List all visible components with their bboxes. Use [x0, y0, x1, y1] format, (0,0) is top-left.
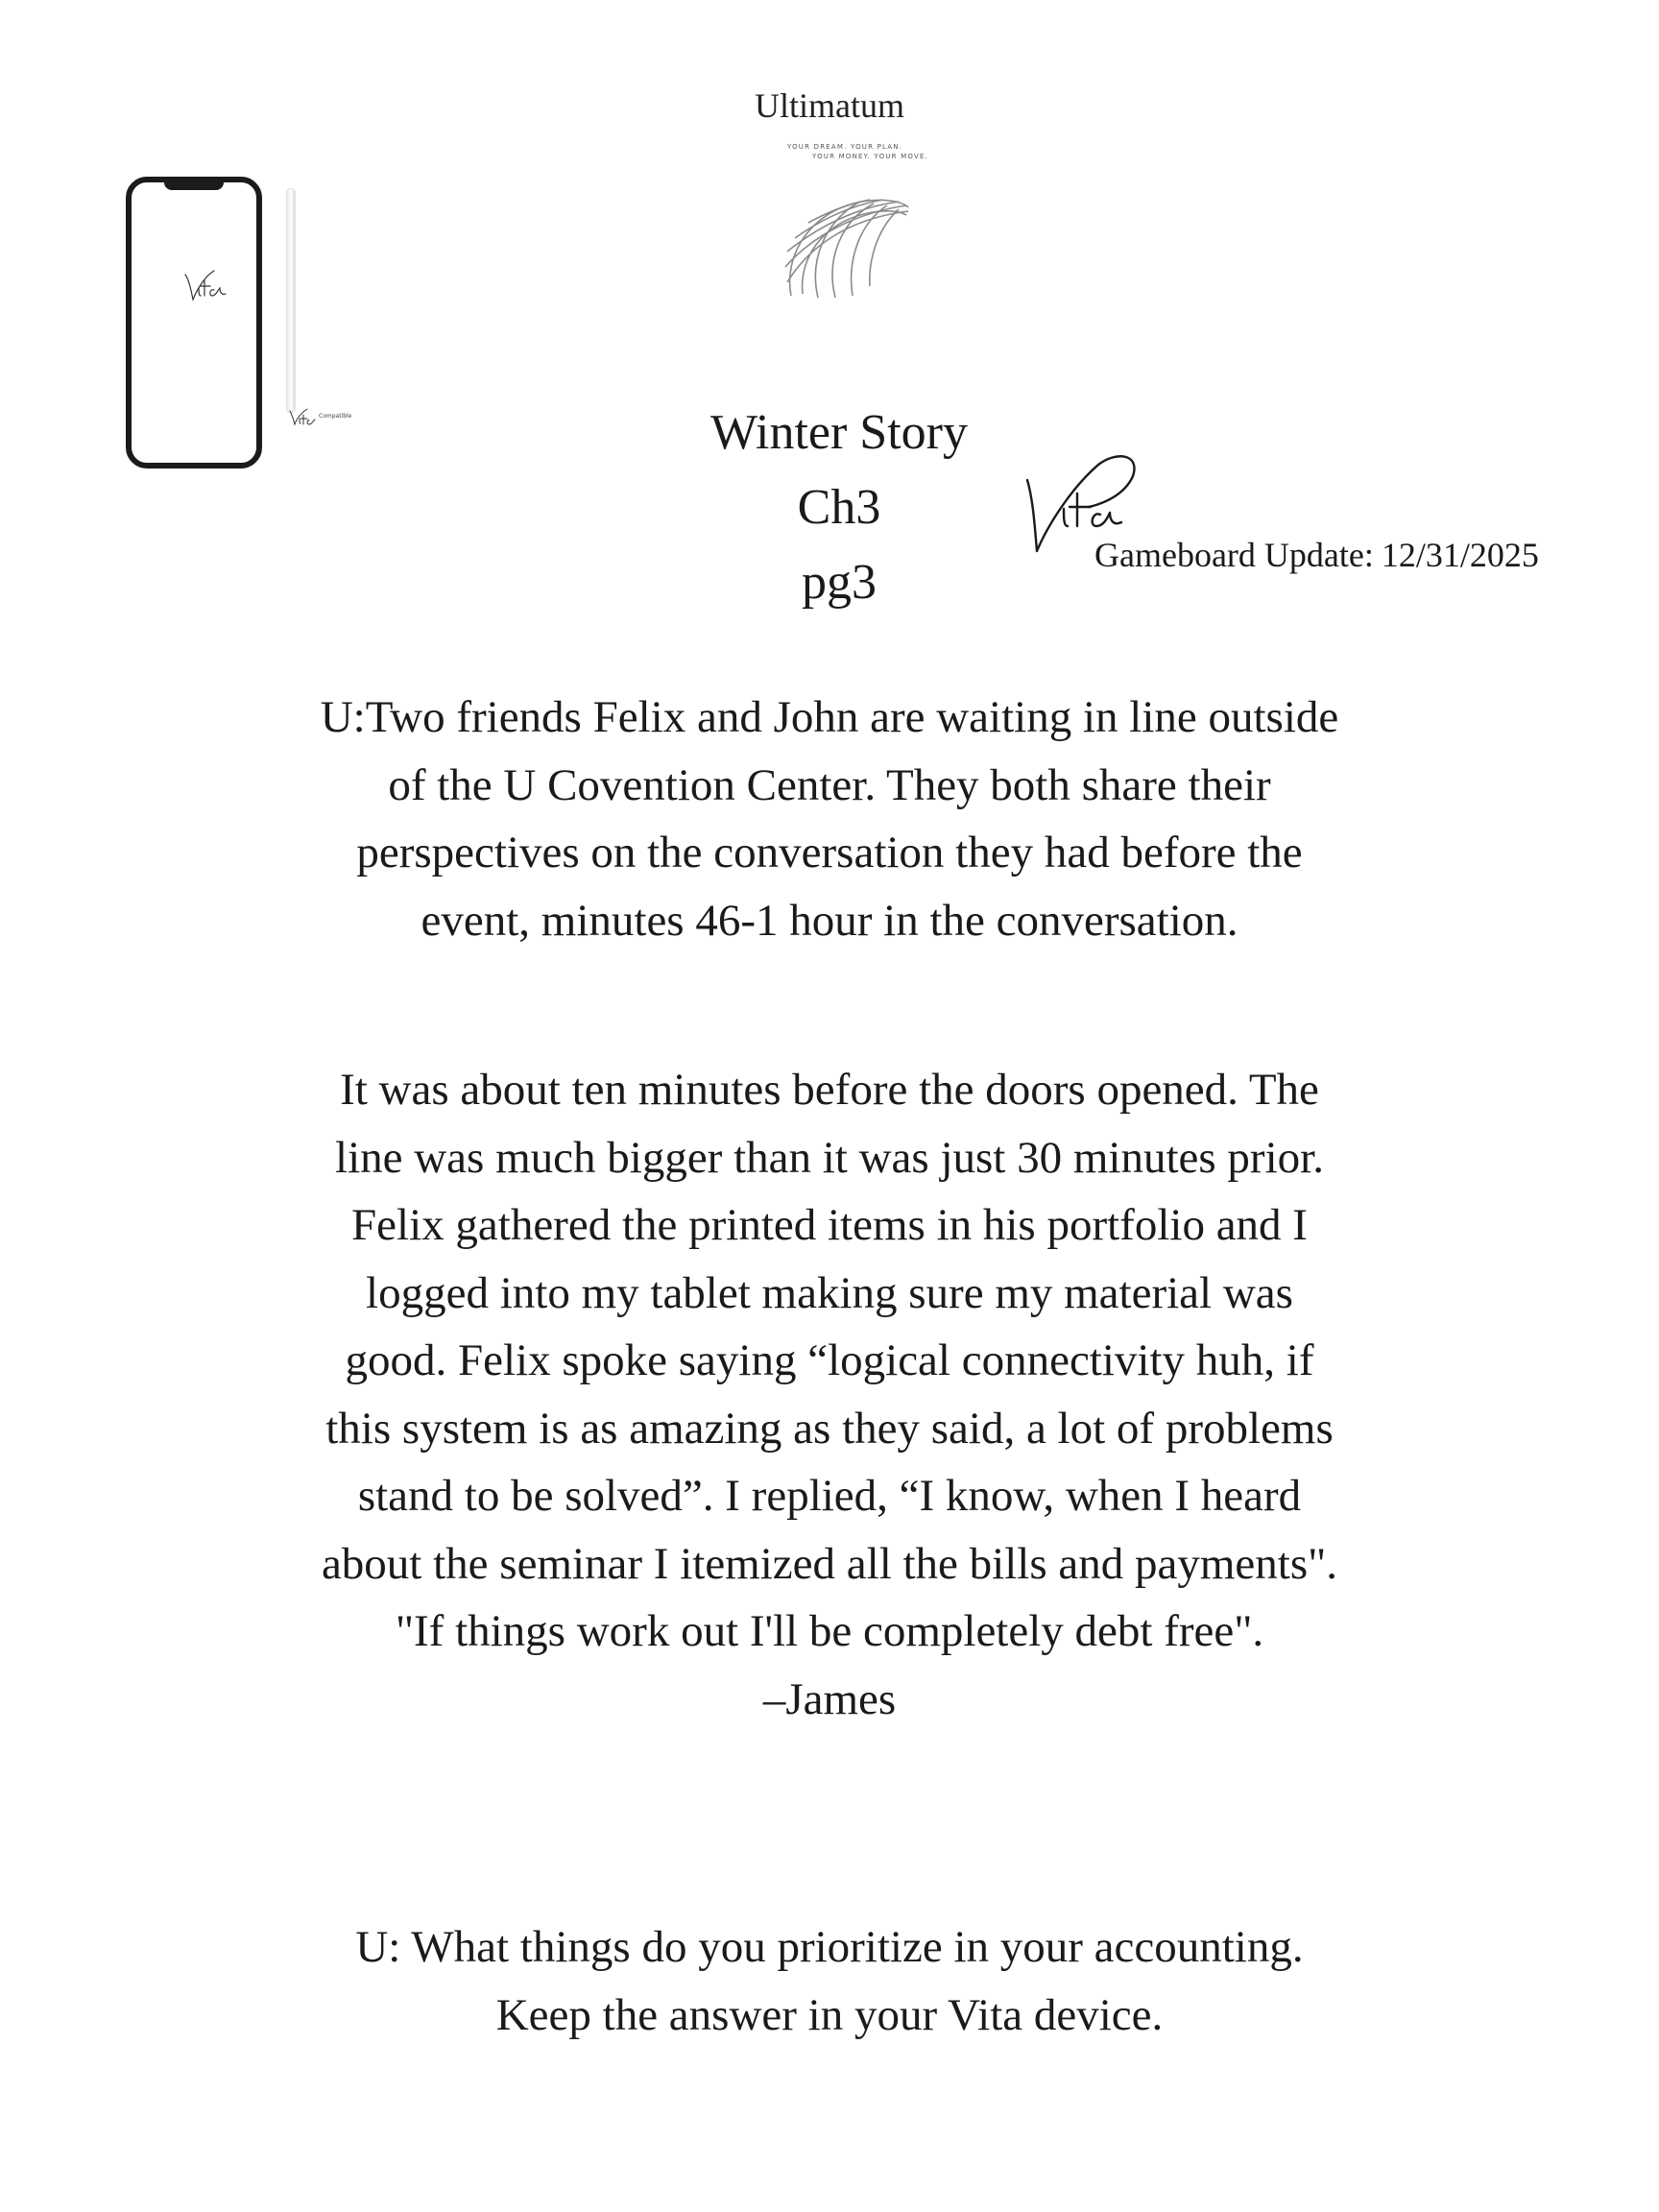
vita-small-signature-icon: [288, 405, 317, 428]
title-chapter: Ch3: [797, 480, 881, 535]
compatible-badge: [288, 405, 365, 428]
tagline-line-1: YOUR DREAM. YOUR PLAN.: [787, 143, 903, 151]
title-page: pg3: [802, 555, 877, 610]
globe-icon: [780, 190, 914, 305]
phone-notch: [164, 180, 224, 190]
brand-tagline: [787, 142, 950, 161]
question-line: U: What things do you prioritize in your accounting.: [355, 1922, 1304, 1972]
brand-name: Ultimatum: [755, 86, 904, 125]
story-line: line was much bigger than it was just 30 minutes prior.: [335, 1132, 1324, 1183]
gameboard-label: Gameboard Update:: [1094, 536, 1374, 574]
story-author: –James: [762, 1673, 897, 1724]
title-story: Winter Story: [710, 405, 968, 460]
question-line: Keep the answer in your Vita device.: [495, 1989, 1164, 2040]
intro-line: perspectives on the conversation they had before the: [356, 828, 1303, 878]
gameboard-update: [1094, 534, 1539, 576]
story-line: It was about ten minutes before the doors opened. The: [340, 1065, 1319, 1115]
vita-signature-icon: [181, 267, 228, 305]
vita-device-image: [126, 177, 262, 469]
story-line: this system is as amazing as they said, a lot of problems: [325, 1403, 1334, 1454]
story-line: good. Felix spoke saying “logical connectivity huh, if: [345, 1335, 1314, 1385]
story-paragraph: [215, 1056, 1444, 1733]
question-paragraph: [215, 1913, 1444, 2049]
page-title: [637, 396, 1041, 620]
gameboard-date: 12/31/2025: [1381, 536, 1539, 574]
intro-line: of the U Covention Center. They both share their: [388, 759, 1271, 810]
story-line: "If things work out I'll be completely debt free".: [395, 1606, 1264, 1656]
stylus-image: [286, 188, 296, 413]
tagline-line-2: YOUR MONEY. YOUR MOVE.: [812, 153, 929, 160]
story-line: Felix gathered the printed items in his portfolio and I: [351, 1200, 1308, 1250]
intro-line: event, minutes 46-1 hour in the conversation.: [421, 895, 1238, 946]
story-line: logged into my tablet making sure my material was: [366, 1267, 1293, 1318]
story-line: stand to be solved”. I replied, “I know, when I heard: [357, 1471, 1302, 1521]
story-line: about the seminar I itemized all the bills and payments".: [321, 1538, 1338, 1589]
intro-paragraph: [215, 684, 1444, 954]
intro-line: U:Two friends Felix and John are waiting in line outside: [320, 692, 1339, 742]
brand-logo: [733, 84, 926, 127]
compatible-label: Compatible: [319, 413, 352, 420]
